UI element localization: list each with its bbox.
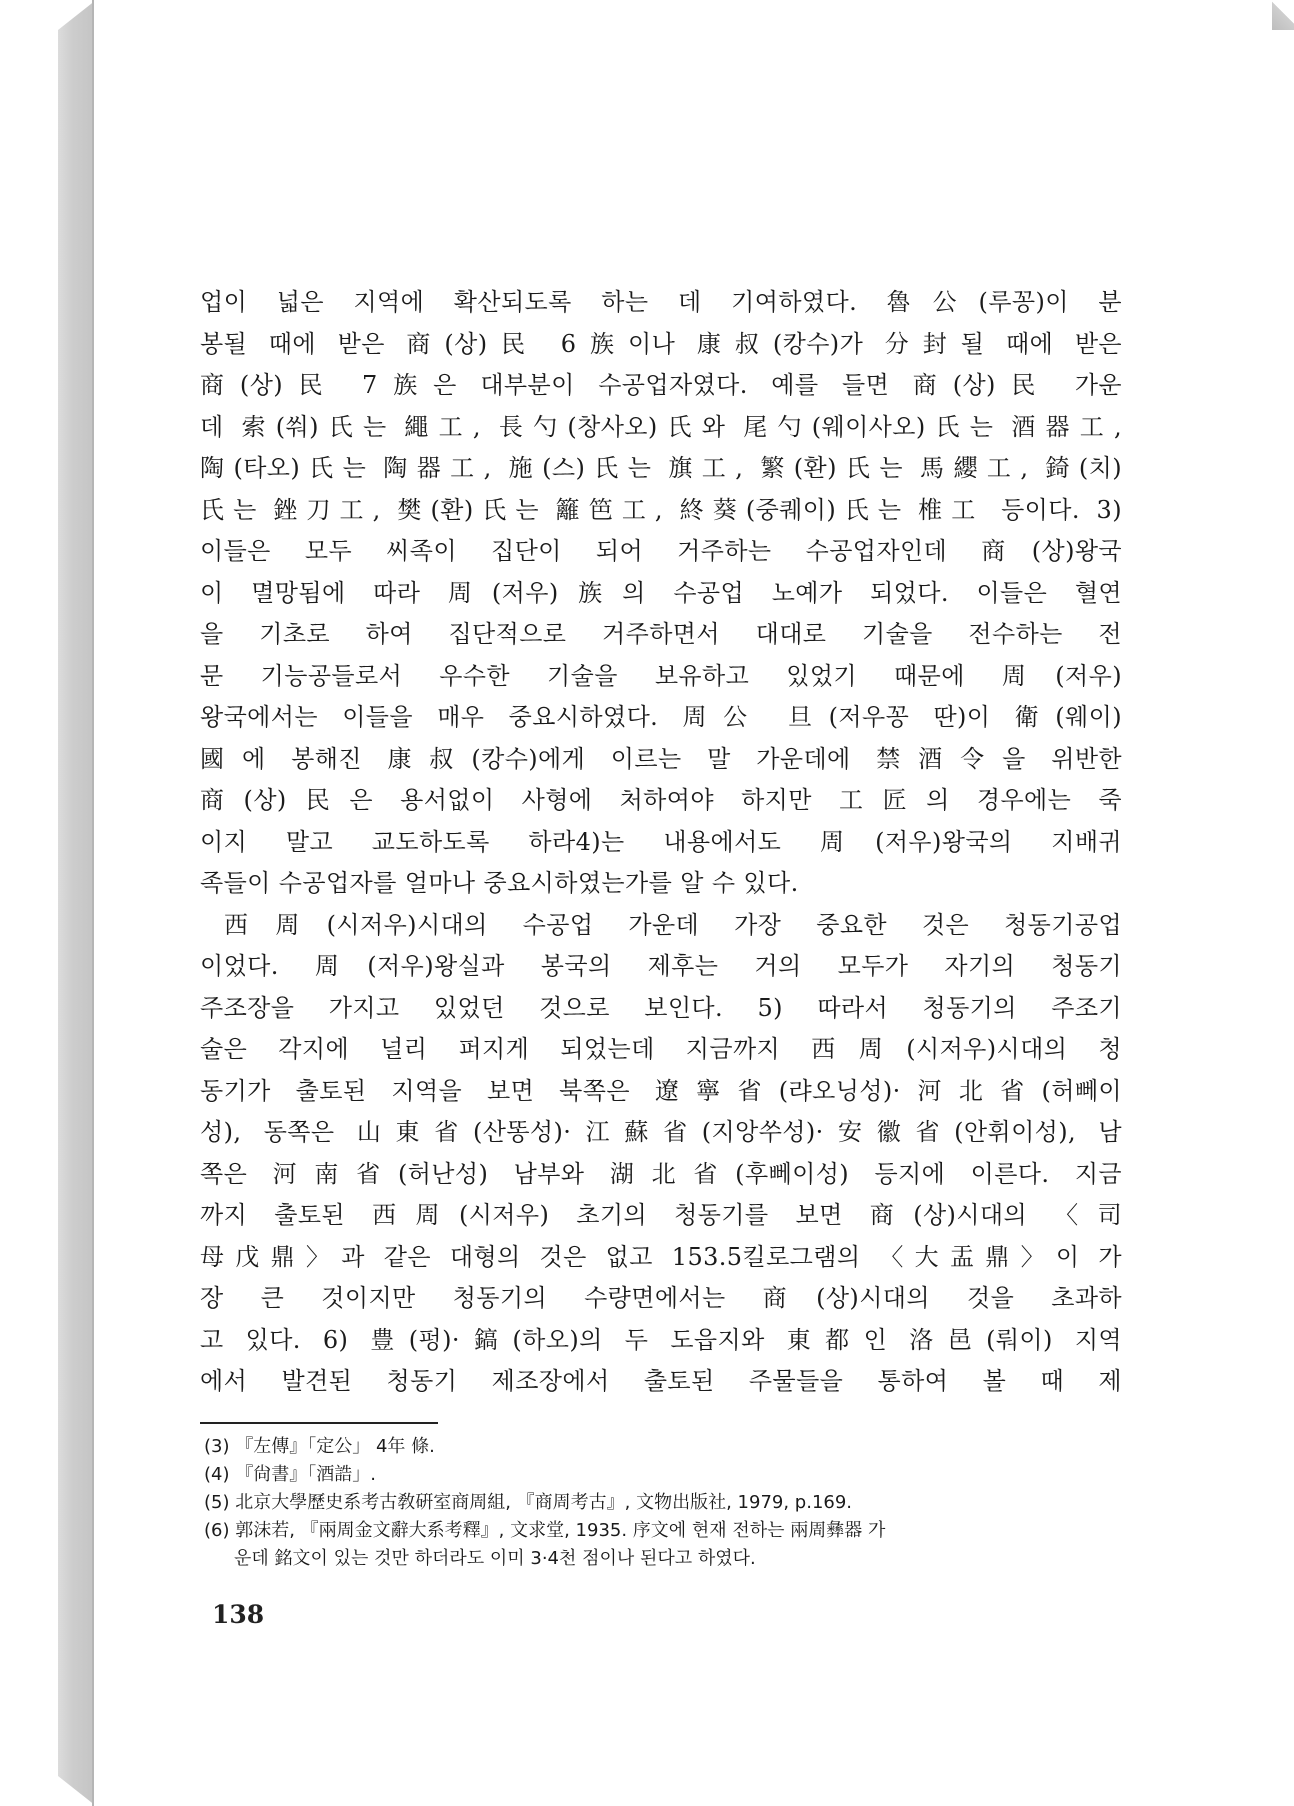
footnote-4: (4) 『尙書』「酒誥」. xyxy=(204,1464,376,1485)
body-line: 문 기능공들로서 우수한 기술을 보유하고 있었기 때문에 周(저우) xyxy=(200,661,1122,690)
body-line: 國에 봉해진 康叔(캉수)에게 이르는 말 가운데에 禁酒令을 위반한 xyxy=(200,744,1122,773)
footnote-6: (6) 郭沫若, 『兩周金文辭大系考釋』, 文求堂, 1935. 序文에 현재 전하는 兩周彝器 가 xyxy=(204,1520,886,1541)
body-line: 주조장을 가지고 있었던 것으로 보인다. 5) 따라서 청동기의 주조기 xyxy=(200,993,1122,1022)
body-line: 동기가 출토된 지역을 보면 북쪽은 遼寧省(랴오닝성)·河北省(허뻬이 xyxy=(200,1076,1122,1105)
body-line: 쪽은 河南省(허난성) 남부와 湖北省(후뻬이성) 등지에 이른다. 지금 xyxy=(200,1159,1122,1188)
body-line: 봉될 때에 받은 商(상)民 6族이나 康叔(캉수)가 分封될 때에 받은 xyxy=(200,329,1122,358)
body-line: 성), 동쪽은 山東省(산똥성)·江蘇省(지앙쑤성)·安徽省(안휘이성), 남 xyxy=(200,1118,1122,1146)
body-line: 이지 말고 교도하도록 하라4)는 내용에서도 周(저우)왕국의 지배귀 xyxy=(200,827,1122,856)
footnote-5: (5) 北京大學歷史系考古敎硏室商周組, 『商周考古』, 文物出版社, 1979, p.169. xyxy=(204,1492,853,1513)
body-line: 이 멸망됨에 따라 周(저우)族의 수공업 노예가 되었다. 이들은 혈연 xyxy=(200,578,1122,607)
body-line: 장 큰 것이지만 청동기의 수량면에서는 商(상)시대의 것을 초과하 xyxy=(200,1284,1122,1312)
body-line: 氏는 銼刀工, 樊(환)氏는 籬笆工, 終葵(중퀘이)氏는 椎工 등이다. 3) xyxy=(200,495,1122,524)
body-line: 에서 발견된 청동기 제조장에서 출토된 주물들을 통하여 볼 때 제 xyxy=(200,1367,1122,1395)
body-line: 陶(타오)氏는 陶器工, 施(스)氏는 旗工, 繁(환)氏는 馬纓工, 錡(치) xyxy=(200,454,1122,482)
footnote-3: (3) 『左傳』「定公」 4年 條. xyxy=(204,1436,435,1457)
footnote-divider xyxy=(200,1422,438,1424)
body-line: 이들은 모두 씨족이 집단이 되어 거주하는 수공업자인데 商(상)왕국 xyxy=(200,537,1122,565)
page-edge-shadow xyxy=(58,0,96,1806)
body-line: 업이 넓은 지역에 확산되도록 하는 데 기여하였다. 魯公(루꽁)이 분 xyxy=(200,288,1122,316)
body-line: 이었다. 周(저우)왕실과 봉국의 제후는 거의 모두가 자기의 청동기 xyxy=(200,952,1122,980)
body-line: 까지 출토된 西周(시저우) 초기의 청동기를 보면 商(상)시대의 〈司 xyxy=(200,1201,1122,1229)
page-corner-fold xyxy=(1272,0,1294,30)
body-line: 술은 각지에 널리 퍼지게 되었는데 지금까지 西周(시저우)시대의 청 xyxy=(200,1035,1122,1063)
body-line: 商(상)民 7族은 대부분이 수공업자였다. 예를 들면 商(상)民 가운 xyxy=(200,371,1122,399)
body-line: 고 있다. 6) 豊(펑)·鎬(하오)의 두 도읍지와 東都인 洛邑(뤄이) 지역 xyxy=(200,1325,1122,1354)
body-text xyxy=(200,282,1122,1403)
body-line: 데 索(쒀)氏는 繩工, 長勺(창사오)氏와 尾勺(웨이사오)氏는 酒器工, xyxy=(200,412,1122,441)
body-line: 母戊鼎〉과 같은 대형의 것은 없고 153.5킬로그램의 〈大盂鼎〉이 가 xyxy=(200,1242,1122,1271)
footnotes xyxy=(200,1433,1130,1573)
body-line: 왕국에서는 이들을 매우 중요시하였다. 周公 旦(저우꽁 딴)이 衛(웨이) xyxy=(200,703,1122,731)
footnote-6-continued: 운데 銘文이 있는 것만 하더라도 이미 3·4천 점이나 된다고 하였다. xyxy=(234,1548,756,1569)
page-number: 138 xyxy=(212,1600,265,1629)
body-line: 西周(시저우)시대의 수공업 가운데 가장 중요한 것은 청동기공업 xyxy=(224,910,1122,939)
body-line: 商(상)民은 용서없이 사형에 처하여야 하지만 工匠의 경우에는 죽 xyxy=(200,786,1122,814)
body-line: 족들이 수공업자를 얼마나 중요시하였는가를 알 수 있다. xyxy=(200,869,799,897)
body-line: 을 기초로 하여 집단적으로 거주하면서 대대로 기술을 전수하는 전 xyxy=(200,620,1122,648)
